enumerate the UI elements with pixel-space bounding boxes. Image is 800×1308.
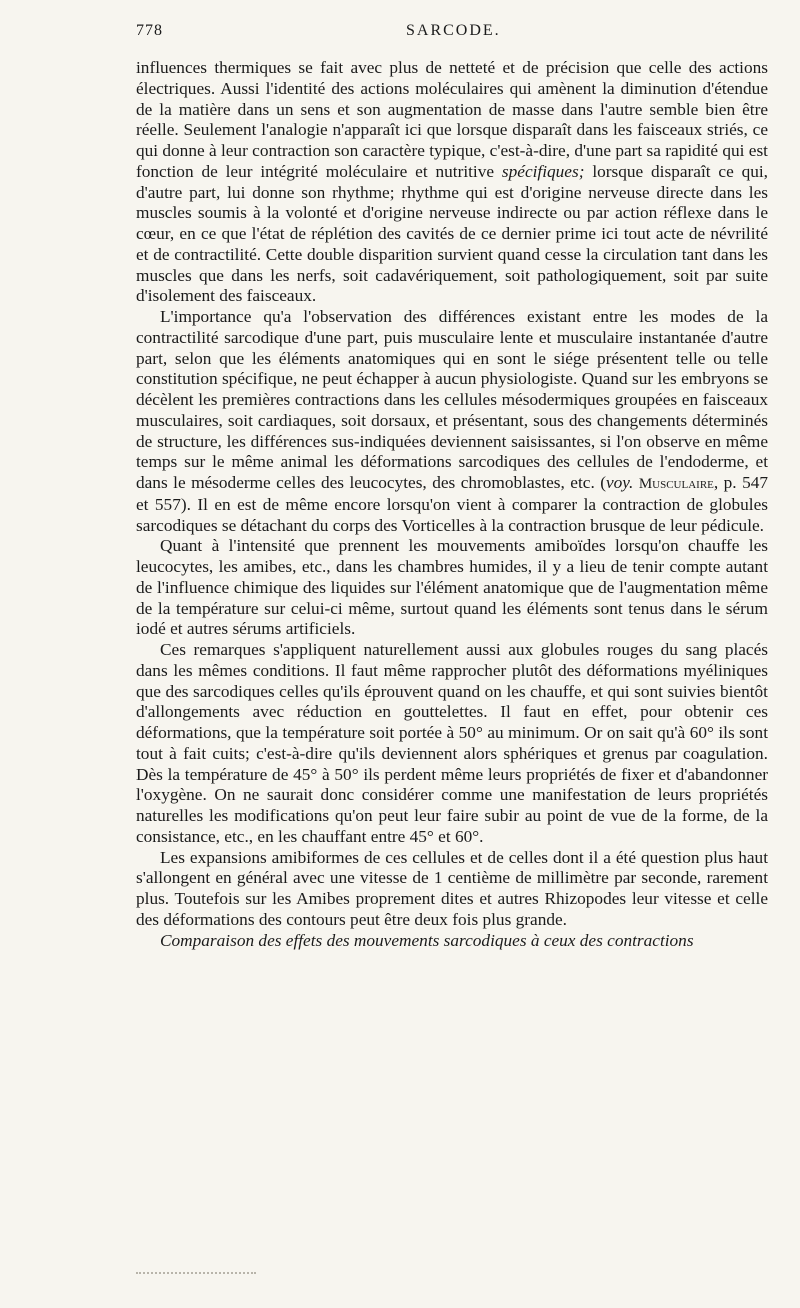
- paragraph-3: Quant à l'intensité que prennent les mouvements amiboïdes lorsqu'on chauffe les leucocytes, les amibes, etc., dans les chambres humides, il y a lieu de tenir compte autant de l'influence chimique des liquides sur l'élément anatomique que de l'augmentation même de la température sur celui-ci même, surtout quand les éléments sont tenus dans le sérum iodé et autres sérums artificiels.: [136, 536, 768, 639]
- paragraph-5: Les expansions amibiformes de ces cellules et de celles dont il a été question plus haut s'allongent en général avec une vitesse de 1 centième de millimètre par seconde, rarement plus. Toutefois sur les Amibes proprement dites et autres Rhizopodes leur vitesse et celle des déformations des contours peut être deux fois plus grande.: [136, 847, 768, 929]
- body-text: [136, 58, 768, 951]
- paragraph-2: [136, 307, 768, 536]
- paragraph-1-italic: spécifiques;: [501, 161, 585, 181]
- paragraph-4: Ces remarques s'appliquent naturellement aussi aux globules rouges du sang placés dans les mêmes conditions. Il faut même rapprocher plutôt des déformations myéliniques que des sarcodiques celles qu'ils éprouvent quand on les chauffe, et qui sont suivies bientôt d'allongements avec réduction en gouttelettes. Il faut en effet, pour obtenir ces déformations, que la température soit portée à 50° au minimum. Or on sait qu'à 60° ils sont tout à fait cuits; c'est-à-dire qu'ils deviennent alors sphériques et grenus par coagulation. Dès la température de 45° à 50° ils perdent même leurs propriétés de fixer et d'abandonner l'oxygène. On ne saurait donc considérer comme une manifestation de leurs propriétés naturelles les modifications qu'on peut leur faire subir au point de vue de la forme, de la consistance, etc., en les chauffant entre 45° et 60°.: [136, 640, 768, 846]
- paragraph-6-heading: Comparaison des effets des mouvements sarcodiques à ceux des contractions: [160, 930, 694, 950]
- document-page: [136, 22, 768, 951]
- paragraph-1: [136, 58, 768, 307]
- paragraph-1-rest: lorsque disparaît ce qui, d'autre part, lui donne son rhythme; rhythme qui est d'origine nerveuse directe dans les muscles soumis à la volonté et d'origine nerveuse indirecte ou par action réflexe dans le cœur, en ce que l'état de réplétion des cavités de ce dernier prime ici tout acte de névrilité et de contractilité. Cette double disparition survient quand cesse la circulation tant dans les muscles que dans les nerfs, soit cadavériquement, soit pathologiquement, soit par suite d'isolement des faisceaux.: [136, 161, 768, 306]
- page-header: [136, 22, 768, 46]
- paragraph-2-ref: Musculaire: [638, 476, 714, 492]
- paragraph-1-text: influences thermiques se fait avec plus de netteté et de précision que celle des actions électriques. Aussi l'identité des actions moléculaires qui amènent la diminution d'étendue de la matière dans un sens et son augmentation de masse dans l'autre semble bien être réelle. Seulement l'analogie n'apparaît ici que lorsque disparaît dans les faisceaux striés, ce qui donne à leur contraction son caractère typique, c'est-à-dire, d'une part sa rapidité qui est fonction de leur intégrité moléculaire et nutritive: [136, 58, 768, 181]
- page-number: 778: [136, 22, 163, 39]
- paragraph-2-voy: voy.: [605, 473, 634, 492]
- running-title: SARCODE.: [406, 22, 501, 39]
- footer-smudge: [136, 1272, 256, 1276]
- paragraph-2-text: L'importance qu'a l'observation des différences existant entre les modes de la contractilité sarcodique d'une part, puis musculaire lente et musculaire instantanée d'autre part, selon que les éléments anatomiques qui en sont le siége présentent telle ou telle constitution spécifique, ne peut échapper à aucun physiologiste. Quand sur les embryons se décèlent les premières contractions dans les cellules mésodermiques groupées en faisceaux musculaires, soit cardiaques, soit dorsaux, et présentant, sous des changements déterminés de structure, les différences sus-indiquées deviennent saisissantes, si l'on observe en même temps sur le même animal les déformations sarcodiques des cellules de l'endoderme, et dans le mésoderme celles des leucocytes, des chromoblastes, etc. (: [136, 307, 768, 492]
- paragraph-2-rest: , p. 547 et 557). Il en est de même encore lorsqu'on vient à comparer la contraction de globules sarcodiques se détachant du corps des Vorticelles à la contraction brusque de leur pédicule.: [136, 473, 768, 535]
